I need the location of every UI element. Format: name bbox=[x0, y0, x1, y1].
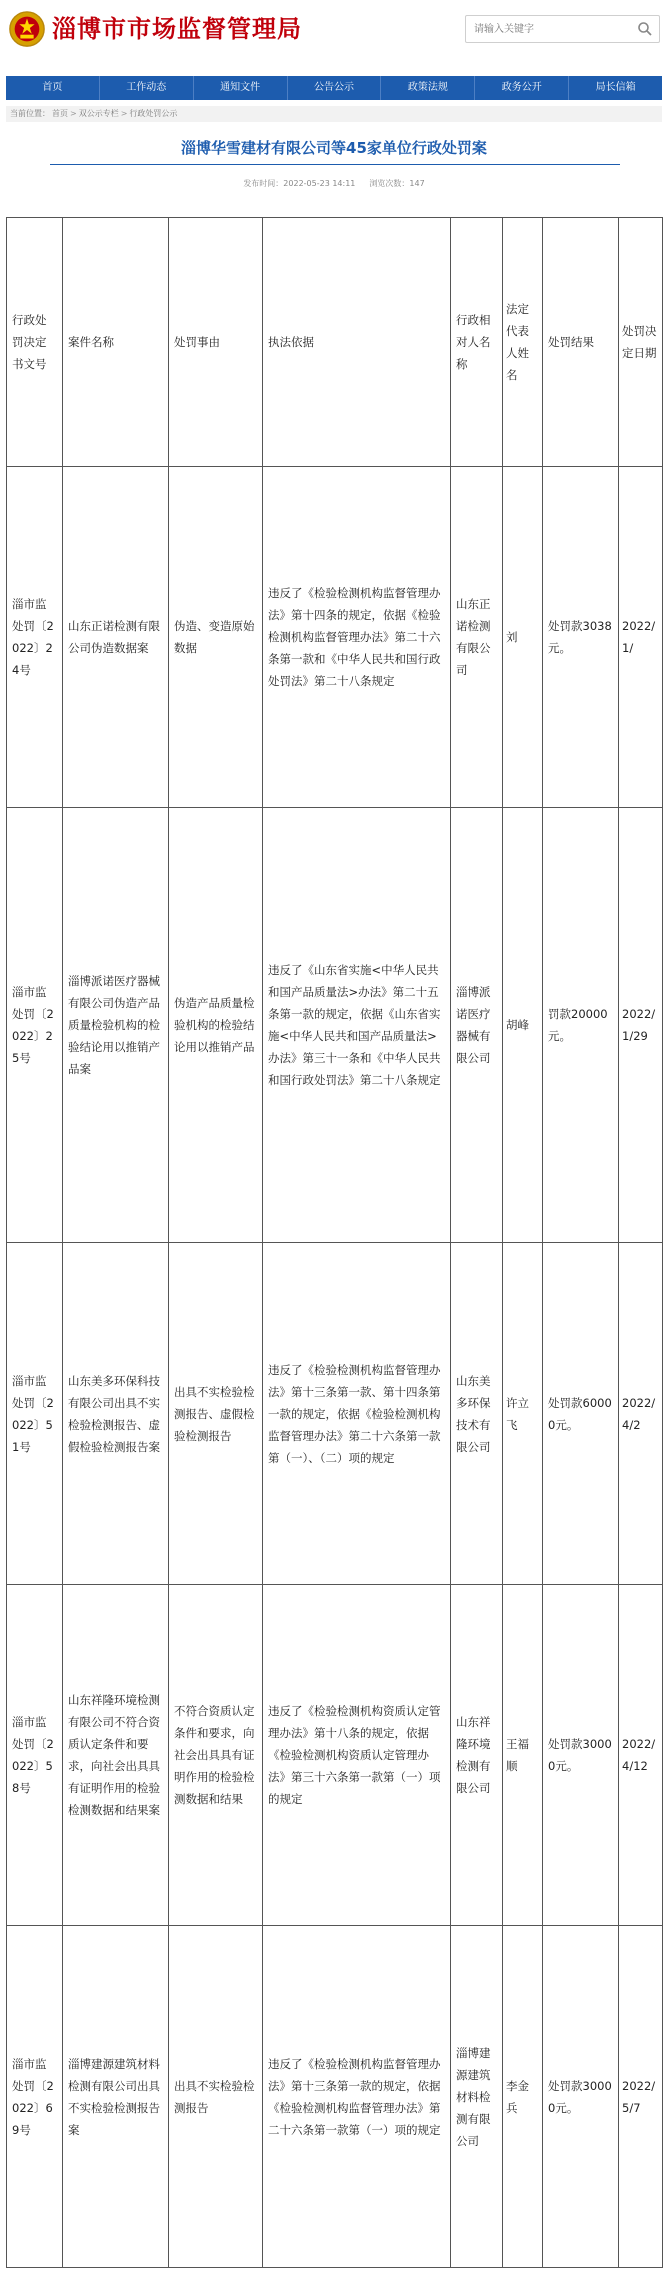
cell-date: 2022/5/7 bbox=[619, 1926, 663, 2268]
nav-item-policies[interactable]: 政策法规 bbox=[381, 76, 475, 100]
cell-legal-rep: 刘 bbox=[503, 467, 543, 808]
cell-date: 2022/4/12 bbox=[619, 1585, 663, 1926]
table-row bbox=[7, 1585, 663, 1926]
cell-doc-no: 淄市监处罚〔2022〕24号 bbox=[7, 467, 63, 808]
search-input[interactable] bbox=[466, 16, 626, 42]
article-meta bbox=[0, 178, 668, 189]
cell-party: 山东祥隆环境检测有限公司 bbox=[451, 1585, 503, 1926]
national-emblem-icon[interactable] bbox=[8, 10, 46, 48]
breadcrumb-separator: > bbox=[70, 109, 77, 118]
cell-basis: 违反了《检验检测机构监督管理办法》第十三条第一款、第十四条第一款的规定，依据《检验检测机构监督管理办法》第二十六条第一款第（一）、（二）项的规定 bbox=[263, 1243, 451, 1585]
cell-doc-no: 淄市监处罚〔2022〕58号 bbox=[7, 1585, 63, 1926]
cell-legal-rep: 李金兵 bbox=[503, 1926, 543, 2268]
cell-case-name: 淄博派诺医疗器械有限公司伪造产品质量检验机构的检验结论用以推销产品案 bbox=[63, 808, 169, 1243]
column-header-legal-rep: 法定代表人姓名 bbox=[503, 218, 543, 467]
cell-result: 处罚款3038元。 bbox=[543, 467, 619, 808]
table-header-row bbox=[7, 218, 663, 467]
breadcrumb-item-current[interactable]: 行政处罚公示 bbox=[129, 109, 178, 118]
table-row bbox=[7, 808, 663, 1243]
breadcrumb bbox=[6, 106, 662, 122]
cell-date: 2022/4/2 bbox=[619, 1243, 663, 1585]
table-row bbox=[7, 467, 663, 808]
cell-reason: 出具不实检验检测报告、虚假检验检测报告 bbox=[169, 1243, 263, 1585]
cell-reason: 伪造产品质量检验机构的检验结论用以推销产品 bbox=[169, 808, 263, 1243]
nav-item-director-mailbox[interactable]: 局长信箱 bbox=[595, 82, 636, 93]
publish-time: 发布时间：2022-05-23 14:11 bbox=[243, 179, 356, 188]
cell-case-name: 山东祥隆环境检测有限公司不符合资质认定条件和要求，向社会出具具有证明作用的检验检测数据和结果案 bbox=[63, 1585, 169, 1926]
cell-result: 处罚款30000元。 bbox=[543, 1585, 619, 1926]
column-header-date: 处罚决定日期 bbox=[619, 218, 663, 467]
article-title: 淄博华雪建材有限公司等45家单位行政处罚案 bbox=[181, 139, 487, 157]
cell-party: 山东正诺检测有限公司 bbox=[451, 467, 503, 808]
search-box bbox=[465, 15, 660, 43]
column-header-result: 处罚结果 bbox=[543, 218, 619, 467]
cell-result: 处罚款30000元。 bbox=[543, 1926, 619, 2268]
search-icon[interactable] bbox=[637, 21, 653, 37]
cell-legal-rep: 王福顺 bbox=[503, 1585, 543, 1926]
cell-case-name: 淄博建源建筑材料检测有限公司出具不实检验检测报告案 bbox=[63, 1926, 169, 2268]
nav-item-home[interactable]: 首页 bbox=[6, 76, 100, 100]
cell-reason: 出具不实检验检测报告 bbox=[169, 1926, 263, 2268]
site-header bbox=[0, 0, 668, 60]
cell-basis: 违反了《检验检测机构监督管理办法》第十四条的规定，依据《检验检测机构监督管理办法》第二十六条第一款和《中华人民共和国行政处罚法》第二十八条规定 bbox=[263, 467, 451, 808]
cell-reason: 伪造、变造原始数据 bbox=[169, 467, 263, 808]
nav-item-notices[interactable]: 通知文件 bbox=[194, 76, 288, 100]
cell-case-name: 山东美多环保科技有限公司出具不实检验检测报告、虚假检验检测报告案 bbox=[63, 1243, 169, 1585]
site-title[interactable]: 淄博市市场监督管理局 bbox=[52, 15, 302, 43]
cell-reason: 不符合资质认定条件和要求，向社会出具具有证明作用的检验检测数据和结果 bbox=[169, 1585, 263, 1926]
breadcrumb-item-column[interactable]: 双公示专栏 bbox=[78, 109, 119, 118]
cell-date: 2022/1/ bbox=[619, 467, 663, 808]
cell-doc-no: 淄市监处罚〔2022〕69号 bbox=[7, 1926, 63, 2268]
cell-party: 淄博建源建筑材料检测有限公司 bbox=[451, 1926, 503, 2268]
breadcrumb-item-home[interactable]: 首页 bbox=[52, 109, 68, 118]
nav-item-work-news[interactable]: 工作动态 bbox=[100, 76, 194, 100]
cell-party: 山东美多环保技术有限公司 bbox=[451, 1243, 503, 1585]
cell-basis: 违反了《山东省实施<中华人民共和国产品质量法>办法》第二十五条第一款的规定，依据《山东省实施<中华人民共和国产品质量法>办法》第三十一条和《中华人民共和国行政处罚法》第二十八条规定 bbox=[263, 808, 451, 1243]
column-header-basis: 执法依据 bbox=[263, 218, 451, 467]
breadcrumb-prefix: 当前位置： bbox=[10, 109, 50, 118]
table-row bbox=[7, 1926, 663, 2268]
main-nav bbox=[6, 76, 662, 100]
breadcrumb-separator: > bbox=[120, 109, 128, 118]
column-header-case-name: 案件名称 bbox=[63, 218, 169, 467]
cell-legal-rep: 胡峰 bbox=[503, 808, 543, 1243]
cell-case-name: 山东正诺检测有限公司伪造数据案 bbox=[63, 467, 169, 808]
nav-item-announcements[interactable]: 公告公示 bbox=[288, 76, 382, 100]
cell-party: 淄博派诺医疗器械有限公司 bbox=[451, 808, 503, 1243]
column-header-party: 行政相对人名称 bbox=[451, 218, 503, 467]
cell-basis: 违反了《检验检测机构资质认定管理办法》第十八条的规定，依据《检验检测机构资质认定管理办法》第三十六条第一款第（一）项的规定 bbox=[263, 1585, 451, 1926]
table-row bbox=[7, 1243, 663, 1585]
cell-doc-no: 淄市监处罚〔2022〕51号 bbox=[7, 1243, 63, 1585]
penalty-table bbox=[6, 217, 663, 2268]
cell-doc-no: 淄市监处罚〔2022〕25号 bbox=[7, 808, 63, 1243]
cell-result: 处罚款60000元。 bbox=[543, 1243, 619, 1585]
view-count: 浏览次数：147 bbox=[369, 179, 425, 188]
title-divider bbox=[50, 164, 620, 165]
cell-legal-rep: 许立飞 bbox=[503, 1243, 543, 1585]
nav-item-government-affairs[interactable]: 政务公开 bbox=[475, 76, 569, 100]
column-header-doc-no: 行政处罚决定书文号 bbox=[7, 218, 63, 467]
cell-date: 2022/1/29 bbox=[619, 808, 663, 1243]
cell-result: 罚款20000元。 bbox=[543, 808, 619, 1243]
cell-basis: 违反了《检验检测机构监督管理办法》第十三条第一款的规定，依据《检验检测机构监督管理办法》第二十六条第一款第（一）项的规定 bbox=[263, 1926, 451, 2268]
column-header-reason: 处罚事由 bbox=[169, 218, 263, 467]
